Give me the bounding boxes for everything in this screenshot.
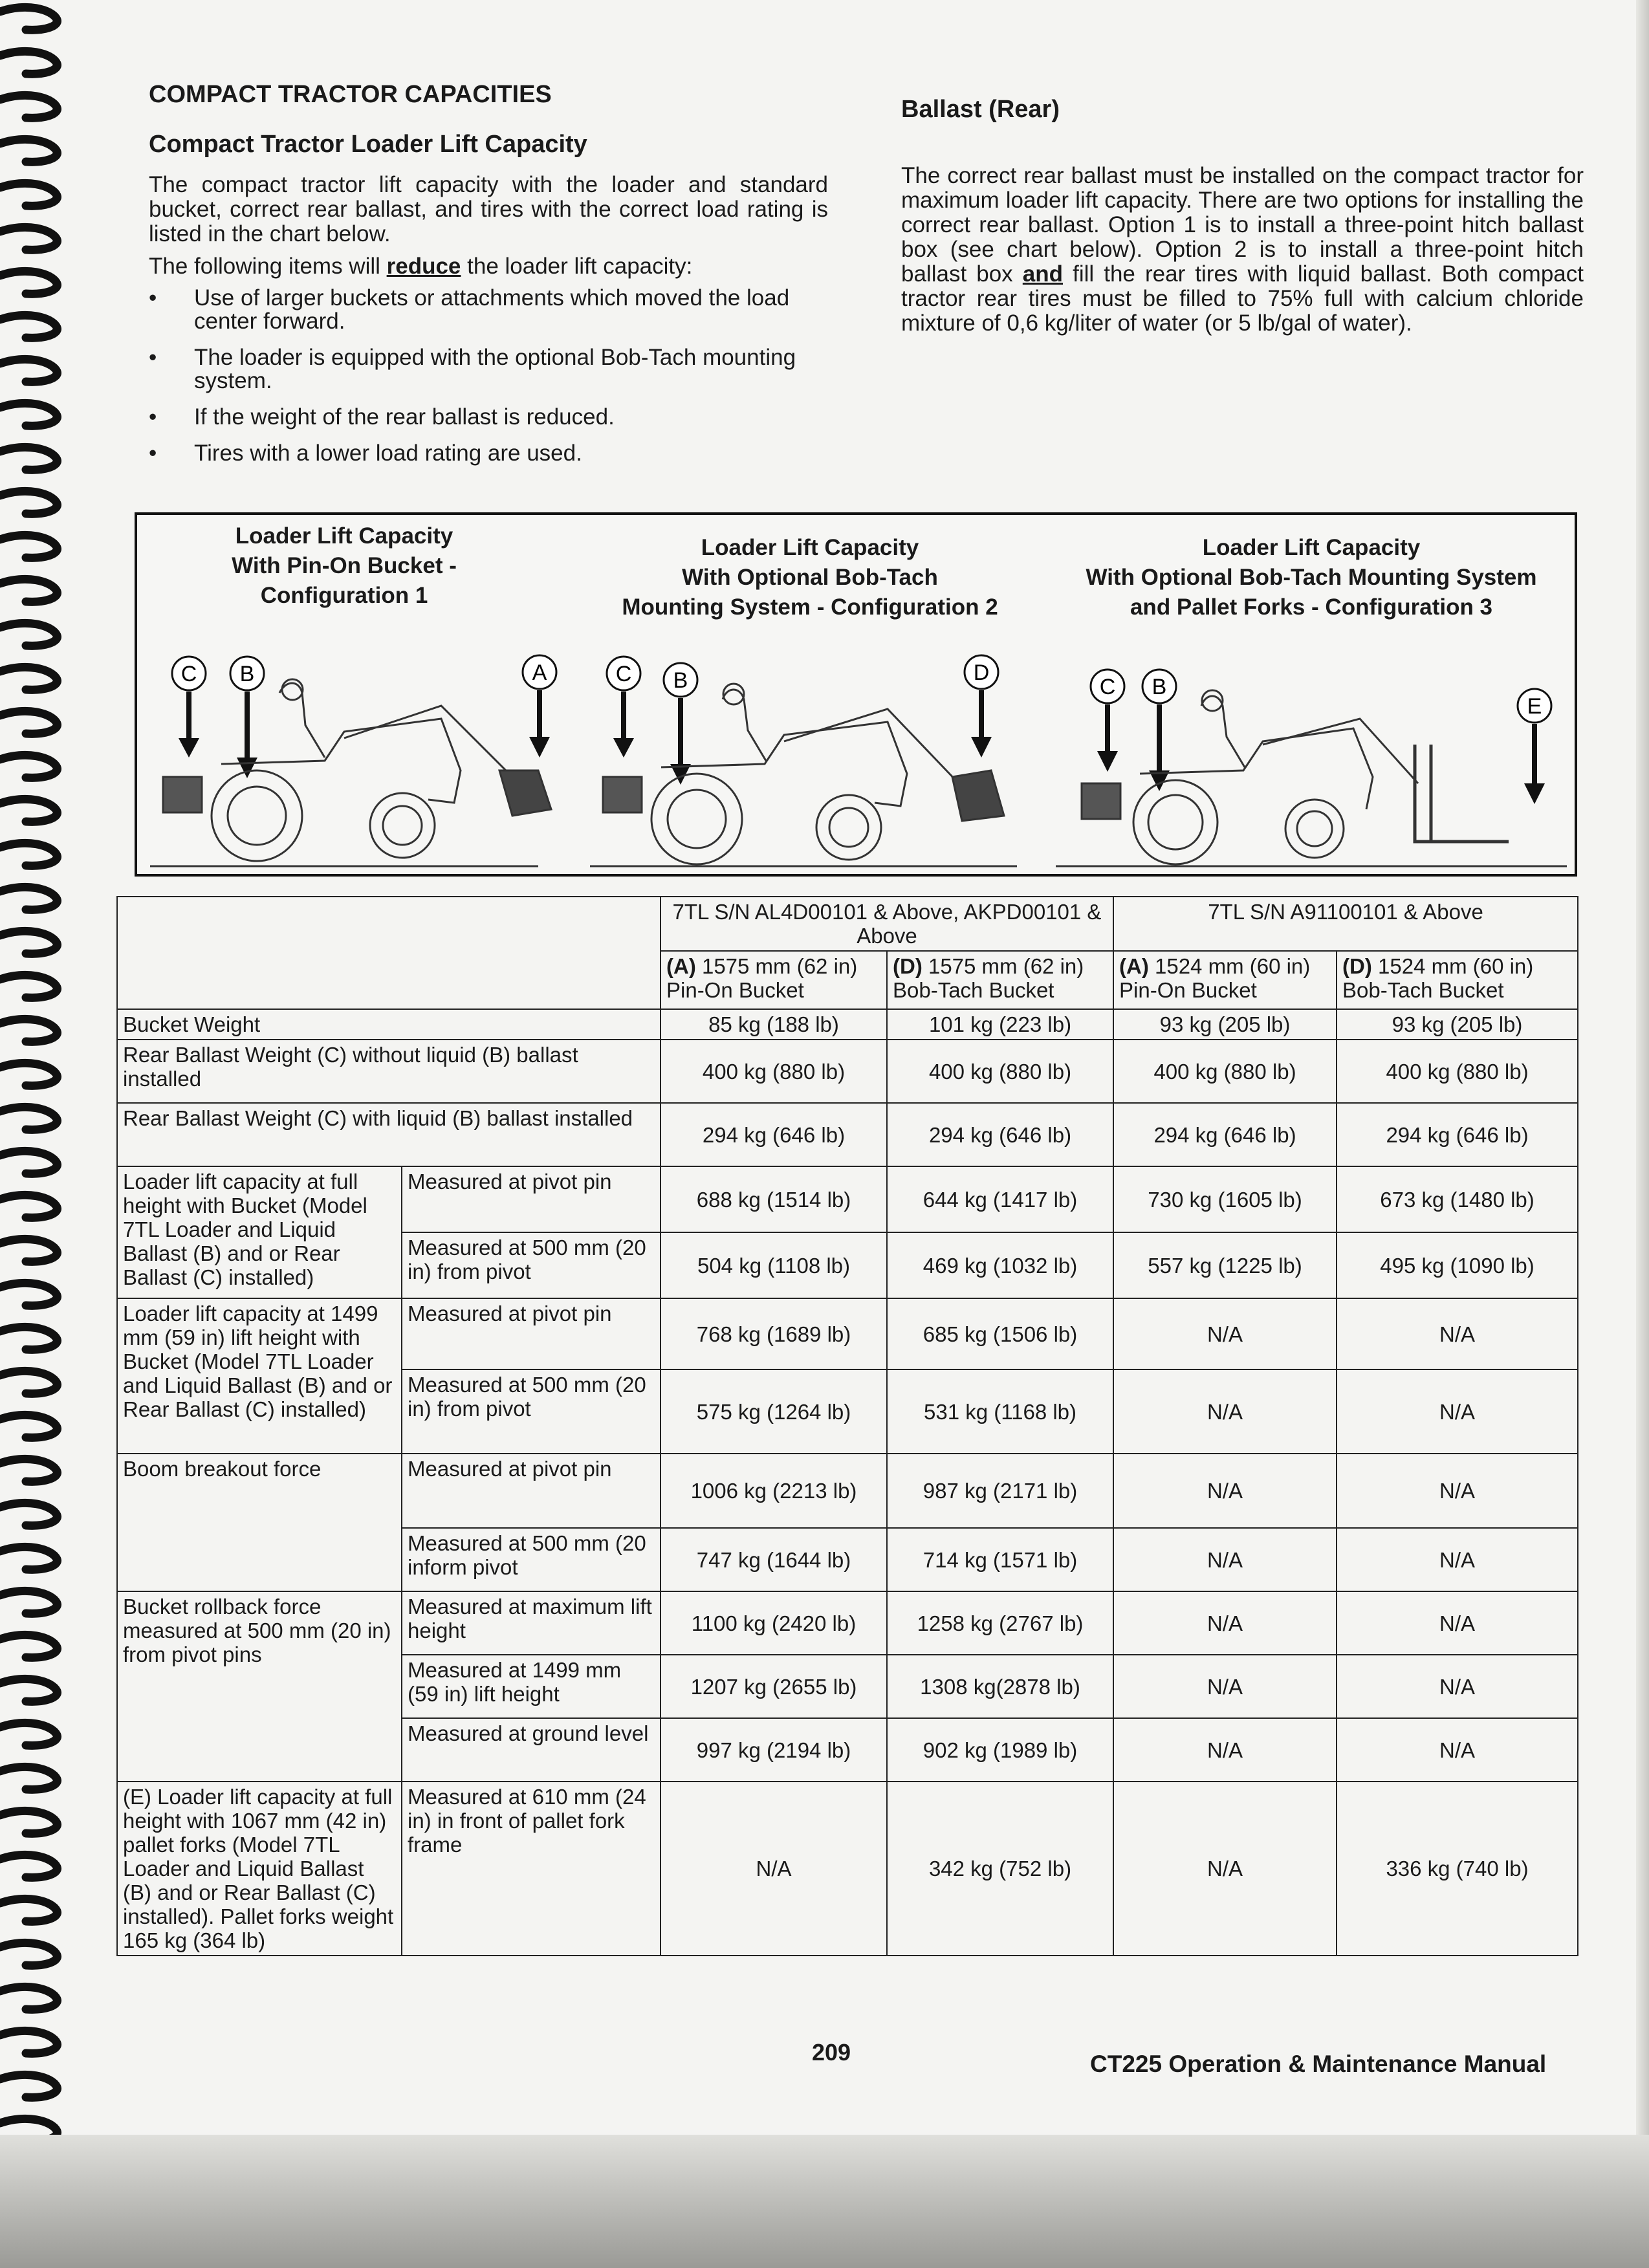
config-1-title-line: Configuration 1 [260,583,428,608]
ballast-text-1: The correct rear ballast must be installed on the compact tractor for maximum loader lift capacity. There are two options for installing the correct rear ballast. Option 1 is to install a three-point hitch ballast box (see chart below). Option 2 is to install a three-point hitch ballast box [901,163,1584,287]
table-cell: N/A [1113,1369,1337,1454]
svg-text:B: B [239,662,255,686]
column-text: 1575 mm (62 in) Pin-On Bucket [666,954,858,1002]
table-cell: N/A [1337,1655,1578,1718]
tractor-drawing [603,684,1004,864]
table-cell: 1100 kg (2420 lb) [661,1591,887,1655]
table-cell: 400 kg (880 lb) [887,1040,1113,1103]
config-3-title-line: With Optional Bob-Tach Mounting System [1086,565,1537,590]
table-cell: N/A [1337,1369,1578,1454]
table-row [117,1166,1578,1232]
row-label: Loader lift capacity at full height with Bucket (Model 7TL Loader and Liquid Ballast (B) and or Rear Ballast (C) installed) [117,1166,402,1298]
table-cell: 673 kg (1480 lb) [1337,1166,1578,1232]
column-text: 1524 mm (60 in) Pin-On Bucket [1119,954,1311,1002]
marker-b [230,657,264,778]
table-cell: N/A [1113,1718,1337,1782]
config-1-title-line: With Pin-On Bucket - [232,553,457,578]
intro-paragraph: The compact tractor lift capacity with the loader and standard bucket, correct rear ballast, and tires with the correct load rating is listed in the chart below. [149,172,828,246]
table-cell: N/A [1113,1298,1337,1369]
measure-label: Measured at 500 mm (20 in) from pivot [402,1232,661,1298]
table-cell: N/A [1113,1782,1337,1956]
measure-label: Measured at pivot pin [402,1454,661,1528]
row-label: Rear Ballast Weight (C) with liquid (B) ballast installed [117,1103,661,1166]
table-row [117,1298,1578,1369]
measure-label: Measured at maximum lift height [402,1591,661,1655]
measure-label: Measured at 610 mm (24 in) in front of pallet fork frame [402,1782,661,1956]
table-cell: N/A [1337,1718,1578,1782]
tractor-config-3-illustration [1056,654,1573,867]
table-row [117,897,1578,951]
config-3-title [1056,533,1567,622]
table-cell: 85 kg (188 lb) [661,1009,887,1040]
table-cell: 747 kg (1644 lb) [661,1528,887,1591]
table-cell: 1308 kg(2878 lb) [887,1655,1113,1718]
config-2-title [590,533,1030,622]
tractor-config-1-illustration [150,654,590,867]
marker-a [523,655,556,758]
table-cell: 575 kg (1264 lb) [661,1369,887,1454]
table-cell: 714 kg (1571 lb) [887,1528,1113,1591]
config-1-title [176,521,512,611]
measure-label: Measured at 500 mm (20 in) from pivot [402,1369,661,1454]
table-row [117,1103,1578,1166]
ballast-paragraph [901,164,1584,336]
table-cell: N/A [1113,1655,1337,1718]
page-bottom-shadow [0,2135,1649,2268]
list-item: • The loader is equipped with the optional Bob-Tach mounting system. [149,346,828,393]
ballast-text-2: fill the rear tires with liquid ballast. Both compact tractor rear tires must be filled to 75% full with calcium chloride mixture of 0,6 kg/liter of water (or 5 lb/gal of water). [901,261,1584,336]
table-cell: 342 kg (752 lb) [887,1782,1113,1956]
table-cell: 93 kg (205 lb) [1337,1009,1578,1040]
table-cell: N/A [1113,1591,1337,1655]
list-item: • If the weight of the rear ballast is reduced. [149,406,828,429]
table-cell: 469 kg (1032 lb) [887,1232,1113,1298]
list-item: • Use of larger buckets or attachments which moved the load center forward. [149,287,828,333]
row-label: (E) Loader lift capacity at full height with 1067 mm (42 in) pallet forks (Model 7TL Loader and Liquid Ballast (B) and or Rear Ballast (C) installed). Pallet forks weight 165 kg (364 lb) [117,1782,402,1956]
section-heading: COMPACT TRACTOR CAPACITIES [149,81,552,108]
row-label: Loader lift capacity at 1499 mm (59 in) lift height with Bucket (Model 7TL Loader and Liquid Ballast (B) and or Rear Ballast (C) installed) [117,1298,402,1454]
serial-group-1-header: 7TL S/N AL4D00101 & Above, AKPD00101 & Above [661,897,1113,951]
table-cell: 101 kg (223 lb) [887,1009,1113,1040]
reduce-word: reduce [386,254,461,279]
tractor-drawing [1082,690,1509,864]
measure-label: Measured at ground level [402,1718,661,1782]
column-letter: (D) [893,954,923,978]
row-label: Bucket rollback force measured at 500 mm (20 in) from pivot pins [117,1591,402,1782]
table-cell: 902 kg (1989 lb) [887,1718,1113,1782]
marker-c [1091,670,1124,772]
svg-text:B: B [673,668,688,693]
column-header [661,951,887,1009]
table-cell: 336 kg (740 lb) [1337,1782,1578,1956]
config-2-title-line: Loader Lift Capacity [701,535,919,560]
table-row [117,1591,1578,1655]
serial-group-2-header: 7TL S/N A91100101 & Above [1113,897,1578,951]
table-cell: 93 kg (205 lb) [1113,1009,1337,1040]
table-cell: N/A [1337,1591,1578,1655]
marker-d [965,655,998,758]
table-row [117,1454,1578,1528]
table-cell: 688 kg (1514 lb) [661,1166,887,1232]
svg-text:A: A [532,660,547,685]
reduce-paragraph [149,254,828,279]
ballast-heading: Ballast (Rear) [901,96,1060,123]
table-cell: N/A [661,1782,887,1956]
column-letter: (A) [1119,954,1149,978]
table-row [117,1782,1578,1956]
manual-title: CT225 Operation & Maintenance Manual [1090,2051,1547,2077]
table-cell: N/A [1113,1454,1337,1528]
column-header [887,951,1113,1009]
table-cell: 400 kg (880 lb) [661,1040,887,1103]
column-letter: (A) [666,954,696,978]
section-subheading: Compact Tractor Loader Lift Capacity [149,131,587,158]
config-3-title-line: Loader Lift Capacity [1202,535,1421,560]
table-cell: 987 kg (2171 lb) [887,1454,1113,1528]
list-item: • Tires with a lower load rating are used. [149,442,828,465]
table-cell: N/A [1337,1298,1578,1369]
table-row [117,1040,1578,1103]
page-edge [1636,0,1649,2268]
reduce-prefix: The following items will [149,254,387,279]
marker-c [172,657,206,758]
table-cell: N/A [1337,1454,1578,1528]
table-cell: 768 kg (1689 lb) [661,1298,887,1369]
table-cell: N/A [1113,1528,1337,1591]
table-cell: N/A [1337,1528,1578,1591]
table-row [117,1009,1578,1040]
table-cell: 730 kg (1605 lb) [1113,1166,1337,1232]
reduce-list [149,287,828,465]
config-2-title-line: Mounting System - Configuration 2 [622,594,998,620]
table-cell: 504 kg (1108 lb) [661,1232,887,1298]
svg-text:C: C [180,662,197,686]
tractor-config-2-illustration [590,654,1056,867]
row-label: Bucket Weight [117,1009,661,1040]
table-cell: 644 kg (1417 lb) [887,1166,1113,1232]
config-1-title-line: Loader Lift Capacity [235,523,453,549]
table-cell: 400 kg (880 lb) [1113,1040,1337,1103]
spiral-binding [0,0,71,2135]
table-cell: 495 kg (1090 lb) [1337,1232,1578,1298]
svg-text:D: D [973,660,990,685]
marker-c [607,657,640,758]
left-column [149,81,828,478]
ballast-and: and [1022,261,1064,287]
table-cell: 1258 kg (2767 lb) [887,1591,1113,1655]
table-corner [117,897,661,1009]
tractor-drawing [163,679,551,861]
config-2-title-line: With Optional Bob-Tach [682,565,938,590]
measure-label: Measured at pivot pin [402,1166,661,1232]
table-cell: 1006 kg (2213 lb) [661,1454,887,1528]
measure-label: Measured at 1499 mm (59 in) lift height [402,1655,661,1718]
table-cell: 294 kg (646 lb) [1113,1103,1337,1166]
row-label: Rear Ballast Weight (C) without liquid (B) ballast installed [117,1040,661,1103]
right-column [901,96,1584,343]
measure-label: Measured at 500 mm (20 inform pivot [402,1528,661,1591]
table-cell: 294 kg (646 lb) [1337,1103,1578,1166]
capacity-table [116,896,1578,1956]
column-text: 1524 mm (60 in) Bob-Tach Bucket [1342,954,1534,1002]
table-cell: 294 kg (646 lb) [661,1103,887,1166]
table-cell: 400 kg (880 lb) [1337,1040,1578,1103]
reduce-suffix: the loader lift capacity: [461,254,693,279]
svg-text:E: E [1527,694,1542,719]
table-cell: 557 kg (1225 lb) [1113,1232,1337,1298]
table-cell: 1207 kg (2655 lb) [661,1655,887,1718]
column-letter: (D) [1342,954,1372,978]
svg-text:B: B [1152,675,1167,699]
table-cell: 685 kg (1506 lb) [887,1298,1113,1369]
loader-config-figure [135,512,1577,877]
row-label: Boom breakout force [117,1454,402,1591]
config-3-title-line: and Pallet Forks - Configuration 3 [1130,594,1493,620]
svg-text:C: C [615,662,632,686]
table-cell: 294 kg (646 lb) [887,1103,1113,1166]
table-cell: 997 kg (2194 lb) [661,1718,887,1782]
measure-label: Measured at pivot pin [402,1298,661,1369]
column-text: 1575 mm (62 in) Bob-Tach Bucket [893,954,1084,1002]
column-header [1337,951,1578,1009]
svg-text:C: C [1099,675,1116,699]
table-cell: 531 kg (1168 lb) [887,1369,1113,1454]
page-number: 209 [812,2039,851,2066]
marker-e [1518,689,1551,804]
column-header [1113,951,1337,1009]
